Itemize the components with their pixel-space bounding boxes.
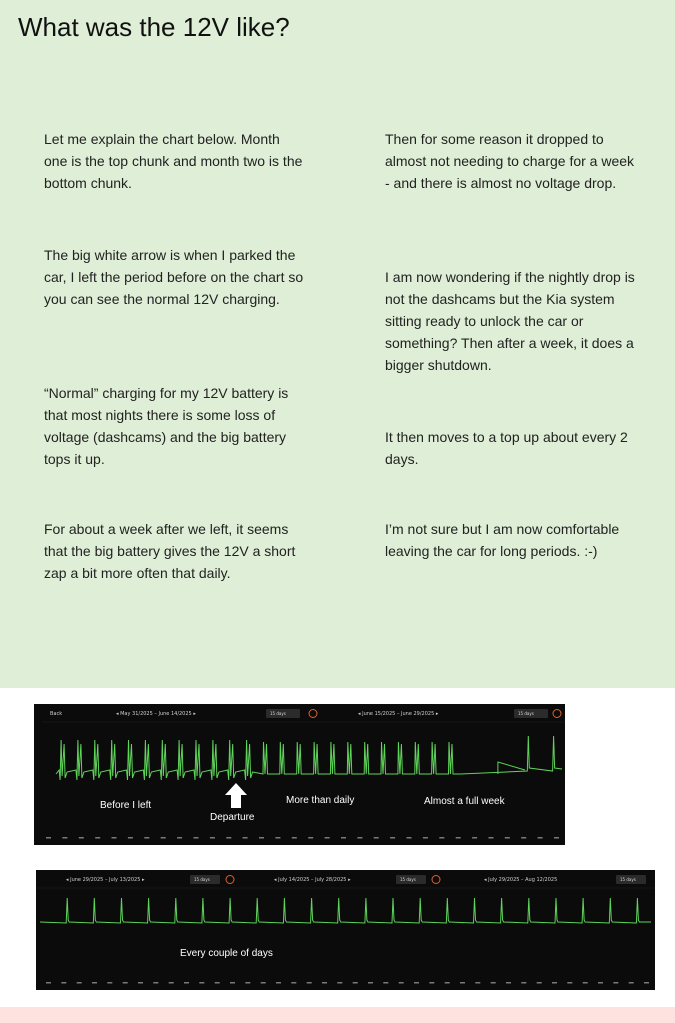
left-paragraph-4: For about a week after we left, it seems that the big battery gives the 12V a short zap a bit more often that daily. [44, 521, 296, 581]
month-one-tick-label [292, 837, 297, 839]
month-two-tick-label [138, 982, 143, 984]
bottom-range-1: ◂ June 29/2025 – July 13/2025 ▸ [66, 877, 145, 883]
bottom-alert-icon-1[interactable] [226, 876, 234, 884]
month-one-tick-label [46, 837, 51, 839]
top-days-label-2: 15 days [518, 711, 534, 716]
month-two-tick-label [414, 982, 419, 984]
month-one-tick-label [325, 837, 330, 839]
month-one-tick-label [177, 837, 182, 839]
month-one-tick-label [161, 837, 166, 839]
bottom-range-2: ◂ July 14/2025 – July 28/2025 ▸ [274, 877, 351, 883]
month-one-tick-label [521, 837, 526, 839]
month-two-tick-label [169, 982, 174, 984]
left-paragraph-3: “Normal” charging for my 12V battery is that most nights there is some loss of voltage (dashcams) and the big battery tops it up. [44, 385, 289, 467]
right-paragraph-2: I am now wondering if the nightly drop is not the dashcams but the Kia system sitting ready to unlock the car or something? Then after a week, it does a bigger shutdown. [385, 269, 635, 373]
month-two-tick-label [475, 982, 480, 984]
month-two-tick-label [291, 982, 296, 984]
month-one-tick-label [95, 837, 100, 839]
month-two-tick-label [567, 982, 572, 984]
annotation-every-couple-of-days: Every couple of days [180, 948, 273, 959]
month-two-tick-label [506, 982, 511, 984]
bottom-alert-icon-2[interactable] [432, 876, 440, 884]
month-one-tick-label [243, 837, 248, 839]
bottom-days-label-2: 15 days [400, 877, 416, 882]
month-two-tick-label [61, 982, 66, 984]
back-link[interactable]: Back [50, 711, 63, 717]
month-two-tick-label [353, 982, 358, 984]
month-two-tick-label [153, 982, 158, 984]
month-two-tick-label [184, 982, 189, 984]
month-one-tick-label [79, 837, 84, 839]
top-days-label-1: 15 days [270, 711, 286, 716]
annotation-before-i-left: Before I left [100, 800, 152, 811]
month-two-tick-label [307, 982, 312, 984]
month-two-tick-label [92, 982, 97, 984]
month-two-tick-label [629, 982, 634, 984]
month-one-tick-label [62, 837, 67, 839]
left-paragraph-1: Let me explain the chart below. Month one is the top chunk and month two is the bottom chunk. [44, 131, 303, 191]
month-two-tick-label [276, 982, 281, 984]
month-two-tick-label [445, 982, 450, 984]
month-two-tick-label [230, 982, 235, 984]
month-one-tick-label [439, 837, 444, 839]
month-two-tick-label [383, 982, 388, 984]
month-two-tick-label [552, 982, 557, 984]
month-two-tick-label [537, 982, 542, 984]
top-range-2: ◂ June 15/2025 – June 29/2025 ▸ [358, 711, 439, 717]
bottom-days-label-3: 15 days [620, 877, 636, 882]
month-two-tick-label [429, 982, 434, 984]
month-one-tick-label [259, 837, 264, 839]
month-two-tick-label [583, 982, 588, 984]
month-two-tick-label [399, 982, 404, 984]
right-paragraph-4: I’m not sure but I am now comfortable leaving the car for long periods. :-) [385, 521, 620, 559]
month-one-tick-label [341, 837, 346, 839]
month-one-voltage-line [56, 736, 562, 780]
month-two-tick-label [521, 982, 526, 984]
month-one-chart [34, 704, 565, 845]
departure-arrow-icon [225, 783, 247, 808]
month-two-tick-label [245, 982, 250, 984]
month-two-tick-label [491, 982, 496, 984]
month-two-chart-svg [36, 870, 655, 990]
month-one-tick-label [390, 837, 395, 839]
month-one-tick-label [226, 837, 231, 839]
month-one-tick-label [505, 837, 510, 839]
annotation-almost-full-week: Almost a full week [424, 796, 505, 807]
month-two-tick-label [215, 982, 220, 984]
month-two-tick-label [199, 982, 204, 984]
month-one-chart-svg [34, 704, 565, 845]
month-one-tick-label [357, 837, 362, 839]
bottom-range-3: ◂ July 29/2025 – Aug 12/2025 [484, 877, 558, 883]
right-paragraph-3: It then moves to a top up about every 2 days. [385, 429, 628, 467]
month-one-tick-label [456, 837, 461, 839]
month-two-chart [36, 870, 655, 990]
month-two-tick-label [322, 982, 327, 984]
month-one-tick-label [472, 837, 477, 839]
month-one-tick-label [128, 837, 133, 839]
month-two-tick-label [368, 982, 373, 984]
page-title: What was the 12V like? [18, 12, 290, 42]
right-paragraph-1: Then for some reason it dropped to almost not needing to charge for a week - and there is almost no voltage drop. [385, 131, 635, 191]
month-two-tick-label [613, 982, 618, 984]
month-one-tick-label [144, 837, 149, 839]
month-one-tick-label [374, 837, 379, 839]
month-one-tick-label [210, 837, 215, 839]
month-one-tick-label [275, 837, 280, 839]
top-alert-icon-1[interactable] [309, 710, 317, 718]
annotation-more-than-daily: More than daily [286, 795, 355, 806]
month-one-tick-label [407, 837, 412, 839]
month-two-tick-label [644, 982, 649, 984]
month-two-tick-label [107, 982, 112, 984]
month-one-tick-label [194, 837, 199, 839]
bottom-strip [0, 1007, 675, 1023]
month-one-tick-label [112, 837, 117, 839]
month-two-tick-label [460, 982, 465, 984]
annotation-departure: Departure [210, 812, 255, 823]
month-two-tick-label [337, 982, 342, 984]
month-one-tick-label [308, 837, 313, 839]
month-two-tick-label [77, 982, 82, 984]
month-one-tick-label [423, 837, 428, 839]
month-one-tick-label [554, 837, 559, 839]
month-two-voltage-line [40, 898, 651, 923]
month-one-tick-label [538, 837, 543, 839]
month-two-tick-label [46, 982, 51, 984]
top-range-1: ◂ May 31/2025 – June 14/2025 ▸ [116, 711, 196, 717]
month-two-tick-label [598, 982, 603, 984]
bottom-days-label-1: 15 days [194, 877, 210, 882]
left-paragraph-2: The big white arrow is when I parked the car, I left the period before on the chart so you can see the normal 12V charging. [44, 247, 304, 307]
month-two-tick-label [261, 982, 266, 984]
month-two-tick-label [123, 982, 128, 984]
month-one-tick-label [489, 837, 494, 839]
top-alert-icon-2[interactable] [553, 710, 561, 718]
